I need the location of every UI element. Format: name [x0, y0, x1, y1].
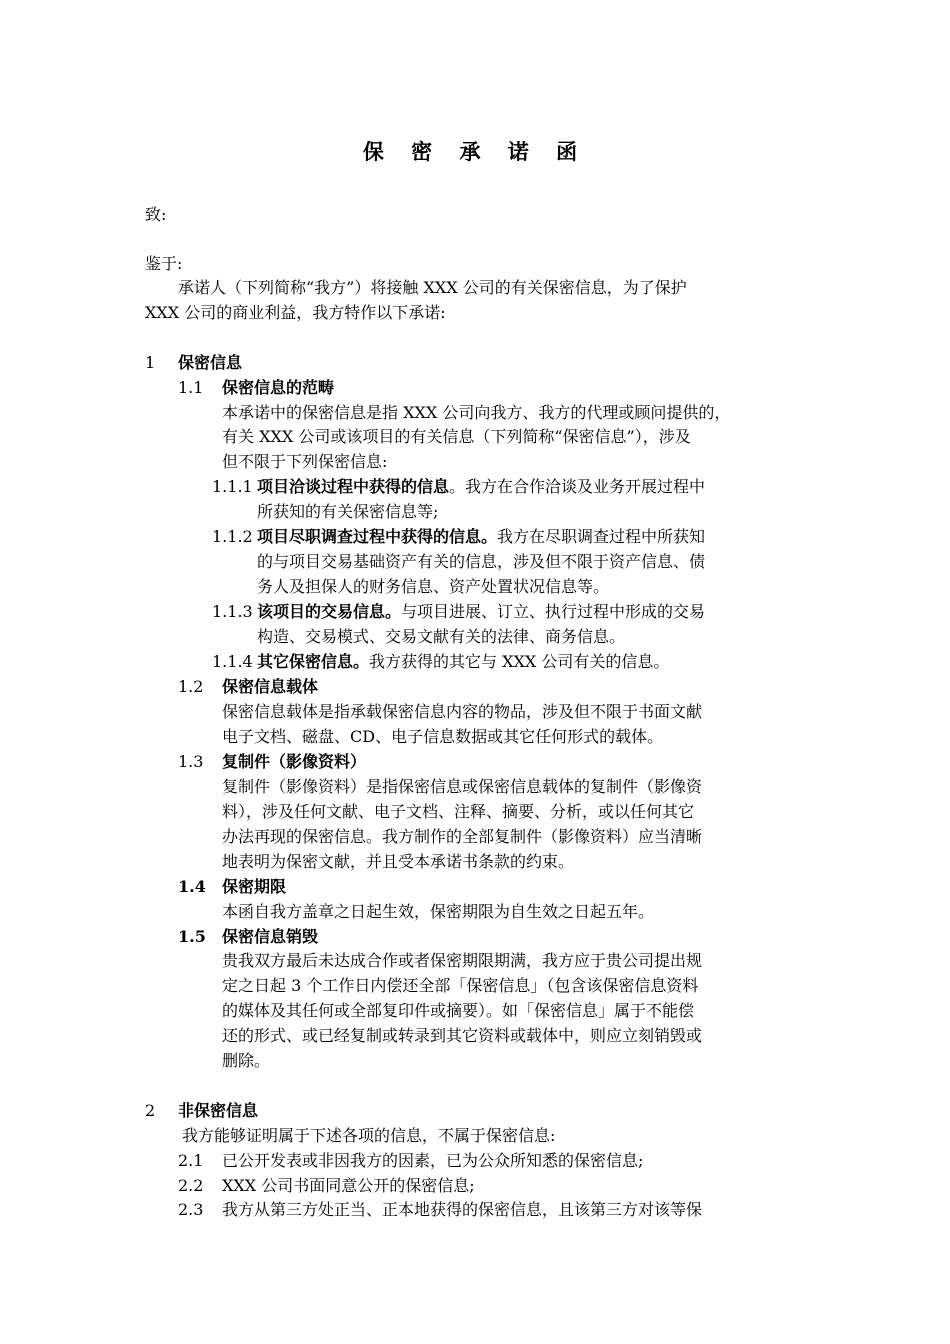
- section-1-1-1-continuation: 所获知的有关保密信息等;: [257, 502, 439, 521]
- section-1-1-4-text: 我方获得的其它与 XXX 公司有关的信息。: [369, 652, 670, 671]
- section-1-3-heading: 复制件（影像资料）: [222, 752, 367, 771]
- section-1-2-number: 1.2: [178, 677, 204, 696]
- section-1-1-4-line: [257, 649, 669, 674]
- section-1-2-body-line: 电子文档、磁盘、CD、电子信息数据或其它任何形式的载体。: [222, 727, 664, 746]
- section-1-1-3-text: 与项目进展、订立、执行过程中形成的交易: [401, 602, 706, 621]
- section-1-1-3-line: [257, 599, 705, 624]
- section-1-1-3-continuation: 构造、交易模式、交易文献有关的法律、商务信息。: [257, 627, 626, 646]
- section-1-1-2-continuation: 务人及担保人的财务信息、资产处置状况信息等。: [257, 577, 610, 596]
- section-1-1-2-continuation: 的与项目交易基础资产有关的信息，涉及但不限于资产信息、债: [257, 552, 706, 571]
- section-2-intro: 我方能够证明属于下述各项的信息，不属于保密信息:: [182, 1126, 556, 1145]
- section-1-1-1-number: 1.1.1: [212, 477, 253, 496]
- section-1-1-body-line: 有关 XXX 公司或该项目的有关信息（下列简称“保密信息”），涉及: [222, 427, 691, 446]
- section-1-1-2-line: [257, 524, 705, 549]
- section-2-number: 2: [145, 1101, 156, 1120]
- intro-line-1: 承诺人（下列简称“我方”）将接触 XXX 公司的有关保密信息，为了保护: [178, 278, 687, 297]
- section-1-3-number: 1.3: [178, 752, 204, 771]
- section-1-1-1-line: [257, 474, 705, 499]
- section-2-3-number: 2.3: [178, 1200, 204, 1219]
- section-1-5-body-line: 删除。: [222, 1051, 271, 1070]
- section-1-1-2-number: 1.1.2: [212, 527, 253, 546]
- section-1-1-number: 1.1: [178, 378, 204, 397]
- section-1-2-heading: 保密信息载体: [222, 677, 319, 696]
- section-1-5-body-line: 还的形式、或已经复制或转录到其它资料或载体中，则应立刻销毁或: [222, 1026, 703, 1045]
- section-1-1-4-number: 1.1.4: [212, 652, 253, 671]
- section-1-1-body-line: 但不限于下列保密信息:: [222, 452, 388, 471]
- section-2-heading: 非保密信息: [178, 1101, 259, 1120]
- section-1-1-body-line: 本承诺中的保密信息是指 XXX 公司向我方、我方的代理或顾问提供的，: [222, 403, 731, 422]
- section-1-1-4-heading: 其它保密信息。: [257, 652, 370, 671]
- document-title: 保 密 承 诺 函: [362, 139, 588, 164]
- section-2-1-number: 2.1: [178, 1151, 204, 1170]
- section-1-4-number: 1.4: [178, 877, 206, 896]
- section-1-1-2-text: 我方在尽职调查过程中所获知: [497, 527, 706, 546]
- section-1-4-body-line: 本函自我方盖章之日起生效，保密期限为自生效之日起五年。: [222, 902, 655, 921]
- section-1-1-1-text: 。我方在合作洽谈及业务开展过程中: [449, 477, 706, 496]
- section-1-5-body-line: 贵我双方最后未达成合作或者保密期限期满，我方应于贵公司提出规: [222, 951, 703, 970]
- section-1-5-number: 1.5: [178, 927, 206, 946]
- section-1-1-1-heading: 项目洽谈过程中获得的信息: [257, 477, 450, 496]
- section-1-heading: 保密信息: [178, 353, 243, 372]
- section-1-2-body-line: 保密信息载体是指承载保密信息内容的物品，涉及但不限于书面文献: [222, 702, 703, 721]
- section-1-1-heading: 保密信息的范畴: [222, 378, 335, 397]
- section-1-number: 1: [145, 353, 156, 372]
- section-1-3-body-line: 料），涉及任何文献、电子文档、注释、摘要、分析，或以任何其它: [222, 802, 695, 821]
- section-1-3-body-line: 地表明为保密文献，并且受本承诺书条款的约束。: [222, 852, 575, 871]
- addressee-label: 致:: [145, 205, 167, 224]
- section-2-2-number: 2.2: [178, 1176, 204, 1195]
- section-1-5-body-line: 的媒体及其任何或全部复印件或摘要）。如「保密信息」属于不能偿: [222, 1001, 695, 1020]
- intro-line-2: XXX 公司的商业利益，我方特作以下承诺:: [145, 303, 446, 322]
- section-1-5-body-line: 定之日起 3 个工作日内偿还全部「保密信息」（包含该保密信息资料: [222, 976, 699, 995]
- section-1-3-body-line: 复制件（影像资料）是指保密信息或保密信息载体的复制件（影像资: [222, 777, 703, 796]
- section-1-5-heading: 保密信息销毁: [222, 927, 319, 946]
- section-2-2-text: XXX 公司书面同意公开的保密信息;: [222, 1176, 475, 1195]
- section-2-1-text: 已公开发表或非因我方的因素，已为公众所知悉的保密信息;: [222, 1151, 644, 1170]
- section-1-3-body-line: 办法再现的保密信息。我方制作的全部复制件（影像资料）应当清晰: [222, 827, 703, 846]
- section-2-3-text: 我方从第三方处正当、正本地获得的保密信息，且该第三方对该等保: [222, 1200, 703, 1219]
- section-1-1-3-heading: 该项目的交易信息。: [257, 602, 402, 621]
- whereas-label: 鉴于:: [145, 254, 183, 273]
- section-1-1-3-number: 1.1.3: [212, 602, 253, 621]
- section-1-1-2-heading: 项目尽职调查过程中获得的信息。: [257, 527, 498, 546]
- section-1-4-heading: 保密期限: [222, 877, 287, 896]
